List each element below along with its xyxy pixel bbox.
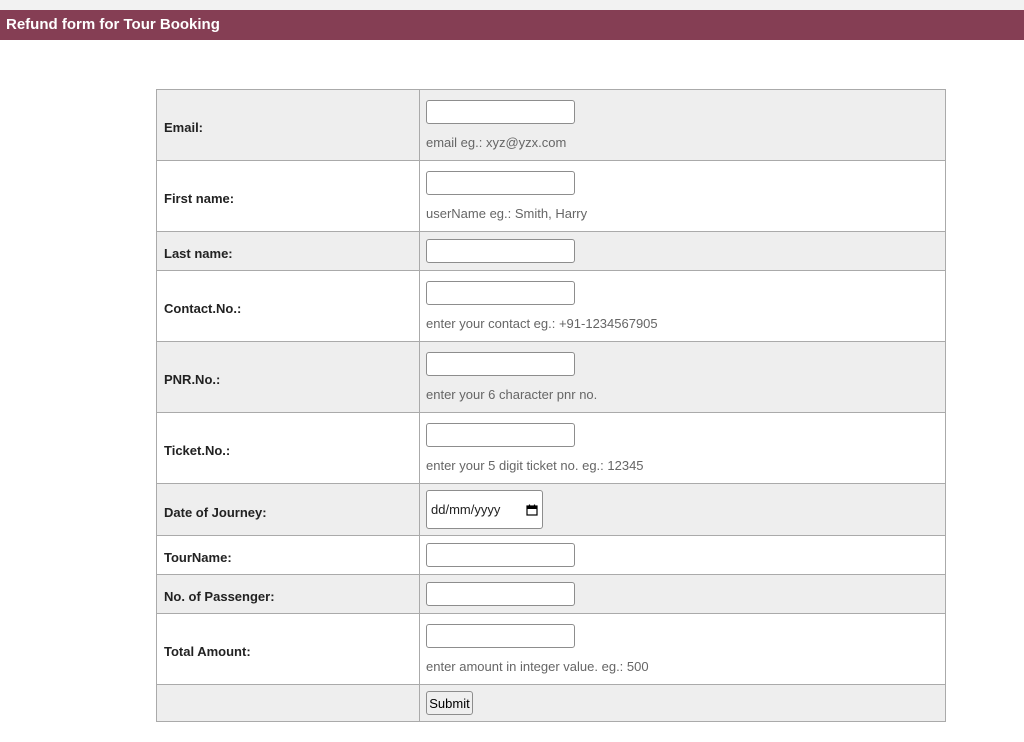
pnr-label: PNR.No.:: [157, 342, 420, 413]
refund-form: [156, 89, 946, 722]
ticket-hint: enter your 5 digit ticket no. eg.: 12345: [426, 458, 644, 473]
form-row-date: [157, 484, 946, 536]
email-cell: [420, 90, 946, 161]
tour-name-cell: [420, 536, 946, 575]
form-row-total-amount: [157, 614, 946, 685]
pnr-cell: [420, 342, 946, 413]
form-row-email: [157, 90, 946, 161]
passengers-label: No. of Passenger:: [157, 575, 420, 614]
first-name-hint: userName eg.: Smith, Harry: [426, 206, 588, 221]
form-row-first-name: [157, 161, 946, 232]
pnr-input[interactable]: [426, 352, 575, 376]
submit-cell: [420, 685, 946, 722]
date-label: Date of Journey:: [157, 484, 420, 536]
tour-name-input[interactable]: [426, 543, 575, 567]
calendar-icon[interactable]: [526, 504, 538, 516]
date-cell: [420, 484, 946, 536]
ticket-label: Ticket.No.:: [157, 413, 420, 484]
form-row-passengers: [157, 575, 946, 614]
total-amount-hint: enter amount in integer value. eg.: 500: [426, 659, 649, 674]
date-placeholder: dd/mm/yyyy: [431, 502, 501, 517]
passengers-input[interactable]: [426, 582, 575, 606]
first-name-label: First name:: [157, 161, 420, 232]
contact-hint: enter your contact eg.: +91-1234567905: [426, 316, 658, 331]
submit-button[interactable]: Submit: [426, 691, 473, 715]
total-amount-cell: [420, 614, 946, 685]
form-row-ticket: [157, 413, 946, 484]
page-header: [0, 10, 1024, 40]
page-title: Refund form for Tour Booking: [6, 16, 220, 33]
form-row-contact: [157, 271, 946, 342]
last-name-cell: [420, 232, 946, 271]
email-label: Email:: [157, 90, 420, 161]
tour-name-label: TourName:: [157, 536, 420, 575]
last-name-label: Last name:: [157, 232, 420, 271]
email-input[interactable]: [426, 100, 575, 124]
form-row-tour-name: [157, 536, 946, 575]
contact-cell: [420, 271, 946, 342]
contact-label: Contact.No.:: [157, 271, 420, 342]
pnr-hint: enter your 6 character pnr no.: [426, 387, 598, 402]
form-row-submit: [157, 685, 946, 722]
form-row-pnr: [157, 342, 946, 413]
ticket-input[interactable]: [426, 423, 575, 447]
last-name-input[interactable]: [426, 239, 575, 263]
passengers-cell: [420, 575, 946, 614]
email-hint: email eg.: xyz@yzx.com: [426, 135, 567, 150]
total-amount-label: Total Amount:: [157, 614, 420, 685]
first-name-input[interactable]: [426, 171, 575, 195]
ticket-cell: [420, 413, 946, 484]
submit-label-cell: [157, 685, 420, 722]
date-input[interactable]: [426, 490, 543, 529]
total-amount-input[interactable]: [426, 624, 575, 648]
top-strip: [0, 0, 1024, 10]
form-row-last-name: [157, 232, 946, 271]
contact-input[interactable]: [426, 281, 575, 305]
first-name-cell: [420, 161, 946, 232]
